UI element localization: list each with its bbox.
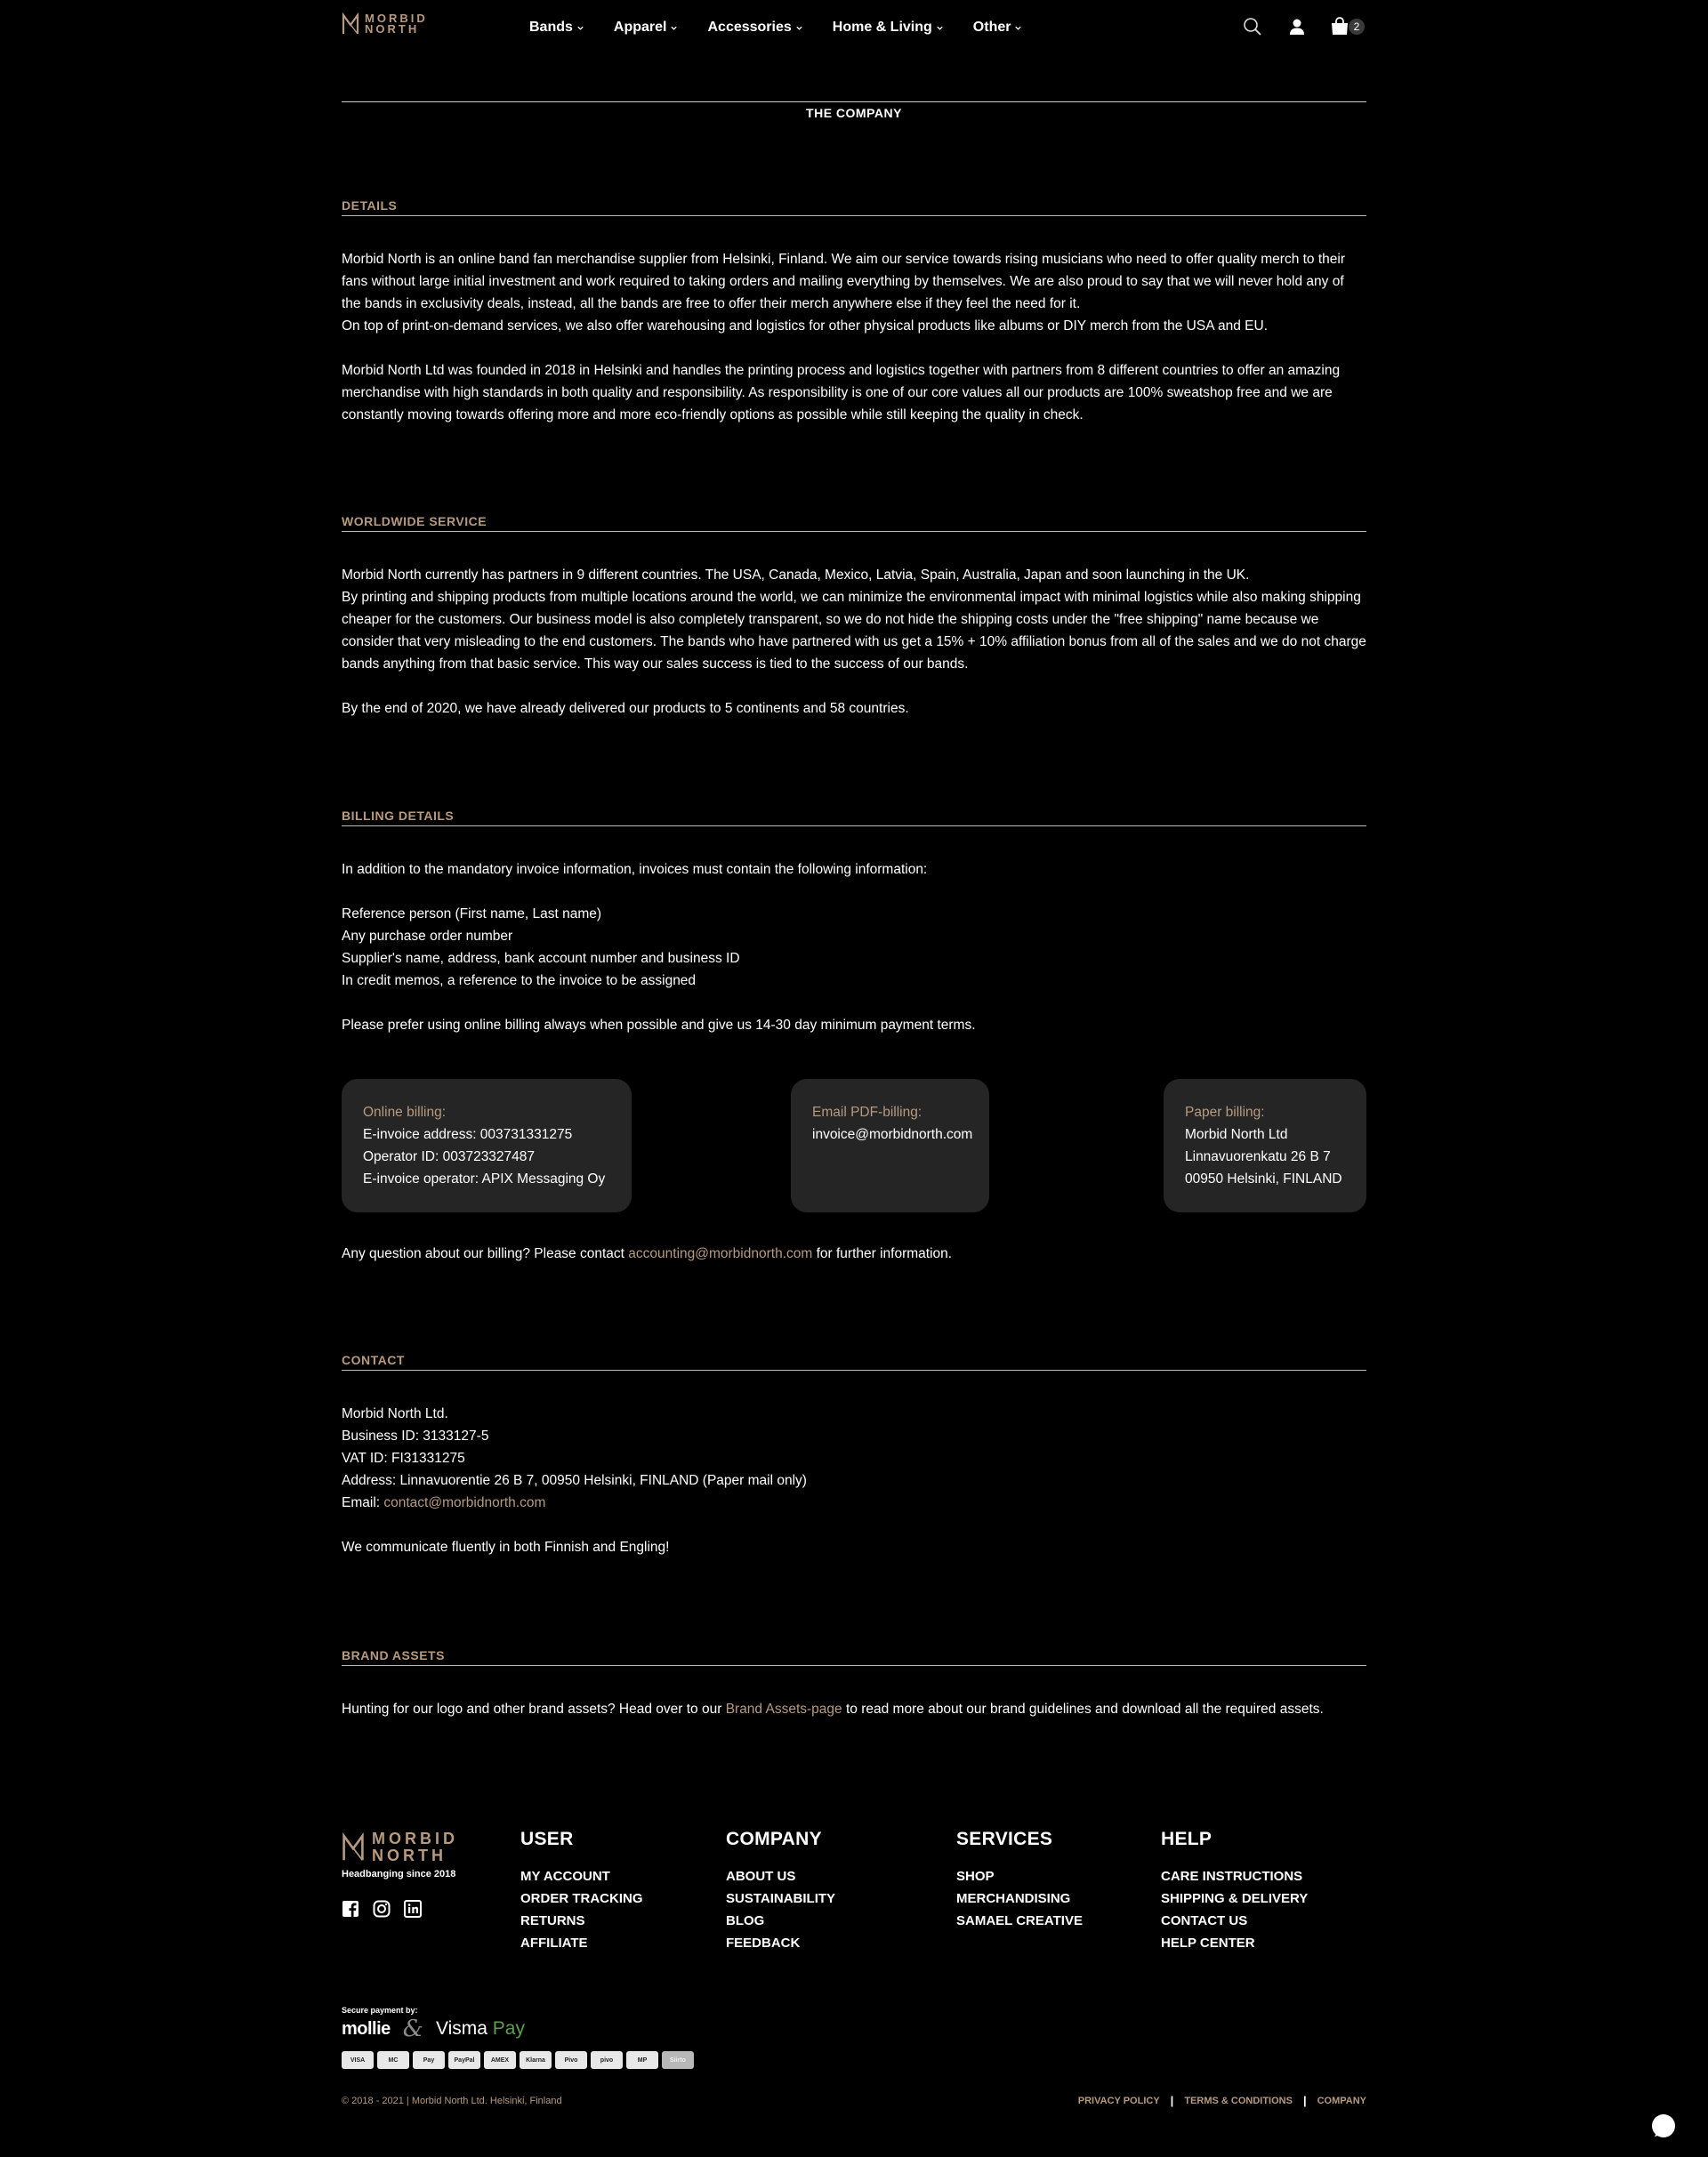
online-billing-card: [342, 1079, 632, 1212]
footer-column-company: [726, 1829, 835, 1954]
details-paragraph: Morbid North Ltd was founded in 2018 in Helsinki and handles the printing process and logistics together with partners from 8 different countries to offer an amazing merchandise with high standards in both quality and responsibility. As responsibility is one of our core values all our products are 100% sweatshop free and we are constantly moving towards offering more and more eco-friendly options as possible while still keeping the quality in check.: [342, 363, 1341, 423]
footer-link-blog[interactable]: BLOG: [726, 1913, 765, 1928]
details-paragraph: Morbid North is an online band fan merchandise supplier from Helsinki, Finland. We aim our service towards rising musicians who need to offer quality merch to their fans without large initial investment and work required to taking orders and mailing everything by themselves. We are also proud to say that we will never hold any of the bands in exclusivity deals, instead, all the bands are free to offer their merch anywhere else if they feel the need for it.: [342, 252, 1346, 311]
chevron-down-icon: [936, 24, 944, 32]
paper-billing-card: [1164, 1079, 1366, 1212]
card-line: Morbid North Ltd: [1185, 1127, 1288, 1142]
footer-logo[interactable]: [342, 1831, 458, 1864]
nav-bands[interactable]: Bands: [529, 20, 584, 36]
nav-accessories[interactable]: Accessories: [707, 20, 802, 36]
chevron-down-icon: [576, 24, 584, 32]
worldwide-paragraph: By printing and shipping products from multiple locations around the world, we can minimize the environmental impact with minimal logistics while also making shipping cheaper for the customers. Our business model is also completely transparent, so we do not hide the shipping costs under the "free shipping" name because we consider that very misleading to the end customers. The bands who have partnered with us get a 15% + 10% affiliation bonus from all of the sales and we do not charge bands anything from that basic service. This way our sales success is tied to the success of our bands.: [342, 590, 1366, 672]
worldwide-text: [342, 564, 1366, 720]
accounting-email-link[interactable]: accounting@morbidnorth.com: [628, 1246, 813, 1261]
brand-assets-text-part: Hunting for our logo and other brand assets? Head over to our: [342, 1702, 726, 1717]
worldwide-paragraph: Morbid North currently has partners in 9 different countries. The USA, Canada, Mexico, Latvia, Spain, Australia, Japan and soon launching in the UK.: [342, 567, 1250, 583]
amex-icon: AMEX: [484, 2051, 516, 2069]
site-logo[interactable]: [342, 12, 428, 36]
contact-email-link[interactable]: contact@morbidnorth.com: [383, 1495, 546, 1510]
email-billing-card: [791, 1079, 989, 1212]
list-item: Supplier's name, address, bank account number and business ID: [342, 951, 740, 966]
card-line: E-invoice address: 003731331275: [363, 1127, 573, 1142]
section-heading-billing: BILLING DETAILS: [342, 809, 1366, 826]
instagram-icon[interactable]: [373, 1900, 391, 1918]
footer-column-title: COMPANY: [726, 1829, 822, 1849]
footer-column-title: HELP: [1161, 1829, 1213, 1849]
section-heading-brand-assets: BRAND ASSETS: [342, 1648, 1366, 1666]
footer-column-title: SERVICES: [956, 1829, 1053, 1849]
mastercard-icon: MC: [377, 2051, 409, 2069]
list-item: Reference person (First name, Last name): [342, 906, 602, 922]
billing-note: Please prefer using online billing always when possible and give us 14-30 day minimum payment terms.: [342, 1018, 976, 1033]
list-item: In credit memos, a reference to the invoice to be assigned: [342, 973, 697, 988]
footer-link-merchandising[interactable]: MERCHANDISING: [956, 1891, 1071, 1906]
contact-line: Business ID: 3133127-5: [342, 1429, 489, 1444]
details-text: [342, 248, 1366, 426]
chevron-down-icon: [795, 24, 803, 32]
cart-button[interactable]: [1329, 16, 1365, 37]
footer-column-title: USER: [520, 1829, 574, 1849]
separator: |: [1170, 2094, 1174, 2107]
linkedin-icon[interactable]: [404, 1900, 422, 1918]
mobilepay-icon: MP: [626, 2051, 658, 2069]
apple-pay-icon: Pay: [413, 2051, 445, 2069]
klarna-icon: Klarna: [520, 2051, 552, 2069]
shopping-bag-icon: [1329, 16, 1350, 37]
nav-other[interactable]: Other: [973, 20, 1023, 36]
brand-assets-link[interactable]: Brand Assets-page: [725, 1702, 842, 1717]
legal-links: [1078, 2094, 1366, 2107]
billing-requirements-list: [342, 903, 1366, 992]
footer-link-help-center[interactable]: HELP CENTER: [1161, 1936, 1255, 1951]
terms-link[interactable]: TERMS & CONDITIONS: [1184, 2095, 1293, 2106]
nav-home-living[interactable]: Home & Living: [833, 20, 944, 36]
worldwide-paragraph: By the end of 2020, we have already delivered our products to 5 continents and 58 countries.: [342, 701, 909, 716]
footer-column-user: [520, 1829, 643, 1954]
visma-pay-logo: [436, 2018, 525, 2040]
billing-intro: In addition to the mandatory invoice information, invoices must contain the following information:: [342, 862, 928, 877]
header-actions: [1242, 16, 1365, 37]
chevron-down-icon: [670, 24, 678, 32]
card-label: Online billing:: [363, 1105, 447, 1120]
billing-text: [342, 858, 1366, 1036]
chat-bubble-icon[interactable]: [1649, 2113, 1678, 2141]
copyright: © 2018 - 2021 | Morbid North Ltd. Helsinki, Finland: [342, 2096, 562, 2106]
card-label: Paper billing:: [1185, 1105, 1265, 1120]
card-line: Linnavuorenkatu 26 B 7: [1185, 1149, 1331, 1164]
footer-link-sustainability[interactable]: SUSTAINABILITY: [726, 1891, 836, 1906]
footer-link-shipping-delivery[interactable]: SHIPPING & DELIVERY: [1161, 1891, 1309, 1906]
main-nav: [529, 20, 1051, 36]
ampersand: &: [402, 2016, 423, 2042]
contact-line: Morbid North Ltd.: [342, 1406, 448, 1421]
card-line[interactable]: invoice@morbidnorth.com: [812, 1127, 973, 1142]
footer-column-help: [1161, 1829, 1308, 1954]
facebook-icon[interactable]: [342, 1900, 359, 1918]
contact-line: VAT ID: FI31331275: [342, 1451, 465, 1466]
siirto-icon: Siirto: [662, 2051, 694, 2069]
footer-link-samael-creative[interactable]: SAMAEL CREATIVE: [956, 1913, 1083, 1928]
card-line: E-invoice operator: APIX Messaging Oy: [363, 1171, 606, 1187]
nav-apparel[interactable]: Apparel: [614, 20, 679, 36]
contact-text: [342, 1403, 1366, 1558]
footer-column-services: [956, 1829, 1083, 1932]
payment-methods: [342, 2051, 694, 2069]
footer-tagline: Headbanging since 2018: [342, 1869, 456, 1879]
visma-text: Visma: [435, 2018, 487, 2039]
billing-question-text: Any question about our billing? Please contact: [342, 1246, 629, 1261]
footer-link-order-tracking[interactable]: ORDER TRACKING: [520, 1891, 643, 1906]
mollie-logo: mollie: [342, 2018, 391, 2039]
pivo-icon: Pivo: [555, 2051, 587, 2069]
footer-link-affiliate[interactable]: AFFILIATE: [520, 1936, 588, 1951]
pivo-alt-icon: pivo: [591, 2051, 623, 2069]
contact-email-label: Email:: [342, 1495, 384, 1510]
paypal-icon: PayPal: [448, 2051, 480, 2069]
visa-icon: VISA: [342, 2051, 374, 2069]
user-icon[interactable]: [1286, 16, 1308, 37]
footer-link-feedback[interactable]: FEEDBACK: [726, 1936, 801, 1951]
footer-link-returns[interactable]: RETURNS: [520, 1913, 585, 1928]
secure-payment-label: Secure payment by:: [342, 2006, 418, 2015]
site-header: [0, 0, 1708, 57]
section-heading-contact: CONTACT: [342, 1353, 1366, 1371]
list-item: Any purchase order number: [342, 929, 513, 944]
cart-count-badge: 2: [1349, 19, 1365, 35]
chevron-down-icon: [1014, 24, 1022, 32]
logo-text: MORBID NORTH: [372, 1830, 458, 1864]
brand-assets-text: [342, 1698, 1366, 1720]
footer-link-care-instructions[interactable]: CARE INSTRUCTIONS: [1161, 1869, 1303, 1884]
card-label: Email PDF-billing:: [812, 1105, 922, 1120]
logo-text: MORBID NORTH: [365, 12, 428, 36]
brand-assets-text-part: to read more about our brand guidelines and download all the required assets.: [842, 1702, 1324, 1717]
title-divider: [342, 101, 1366, 102]
section-heading-worldwide: WORLDWIDE SERVICE: [342, 514, 1366, 532]
search-icon[interactable]: [1242, 16, 1263, 37]
pay-text: Pay: [492, 2018, 525, 2039]
contact-note: We communicate fluently in both Finnish and Engling!: [342, 1540, 670, 1555]
separator: |: [1302, 2094, 1307, 2107]
privacy-policy-link[interactable]: PRIVACY POLICY: [1077, 2095, 1160, 2106]
footer-link-contact-us[interactable]: CONTACT US: [1161, 1913, 1248, 1928]
logo-mark-icon: [342, 1831, 365, 1863]
social-links: [342, 1900, 422, 1918]
card-line: Operator ID: 003723327487: [363, 1149, 536, 1164]
footer-link-about-us[interactable]: ABOUT US: [726, 1869, 796, 1884]
footer-link-shop[interactable]: SHOP: [956, 1869, 995, 1884]
contact-line: Address: Linnavuorentie 26 B 7, 00950 Helsinki, FINLAND (Paper mail only): [342, 1473, 807, 1488]
contact-email-line: [342, 1492, 1366, 1514]
billing-question-text: for further information.: [812, 1246, 953, 1261]
page-title: THE COMPANY: [806, 106, 902, 120]
footer-link-my-account[interactable]: MY ACCOUNT: [520, 1869, 610, 1884]
payment-providers: [342, 2016, 525, 2042]
section-heading-details: DETAILS: [342, 198, 1366, 216]
company-link[interactable]: COMPANY: [1317, 2095, 1366, 2106]
billing-question: [342, 1243, 1366, 1265]
card-line: 00950 Helsinki, FINLAND: [1185, 1171, 1342, 1187]
logo-mark-icon: [342, 12, 359, 36]
details-paragraph: On top of print-on-demand services, we also offer warehousing and logistics for other physical products like albums or DIY merch from the USA and EU.: [342, 318, 1269, 334]
